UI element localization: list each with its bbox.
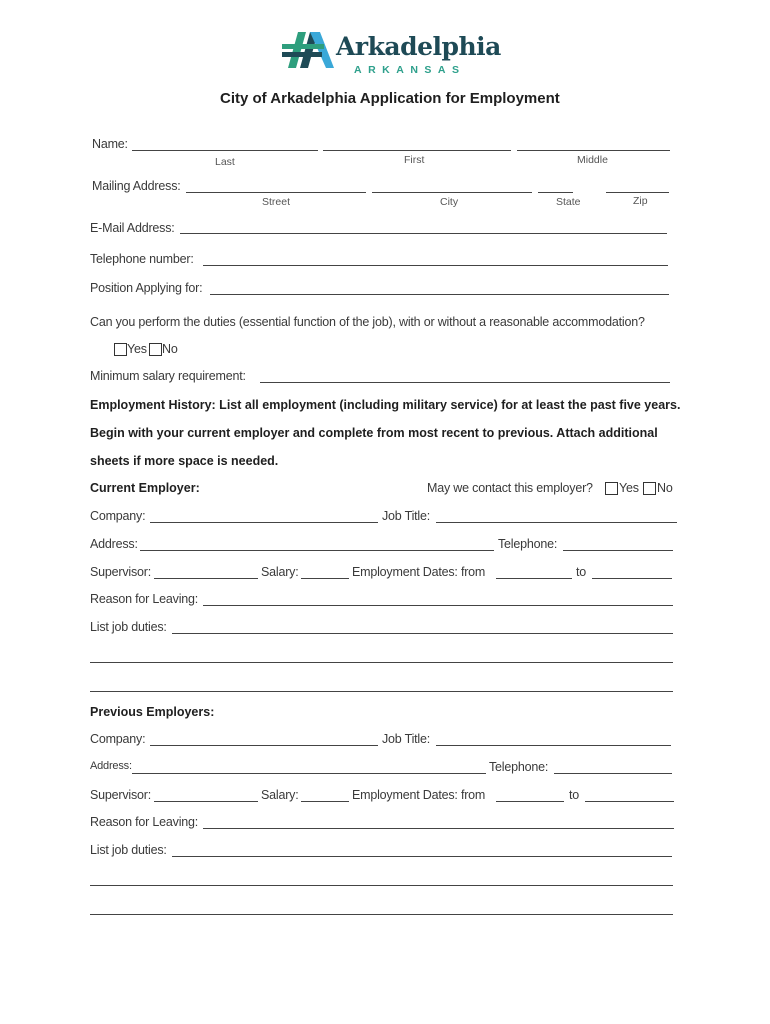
current-company-label: Company: [90, 509, 146, 523]
current-duties-field-2[interactable] [90, 662, 673, 663]
current-supervisor-label: Supervisor: [90, 565, 152, 579]
previous-salary-label: Salary: [261, 788, 299, 802]
current-duties-label: List job duties: [90, 620, 167, 634]
current-job-title-field[interactable] [436, 522, 677, 523]
last-caption: Last [215, 156, 235, 168]
current-reason-field[interactable] [203, 605, 673, 606]
current-telephone-field[interactable] [563, 550, 673, 551]
duties-yes-checkbox[interactable] [114, 343, 127, 356]
previous-salary-field[interactable] [301, 801, 349, 802]
logo-wordmark: Arkadelphia [336, 32, 501, 61]
contact-employer-question: May we contact this employer? [427, 481, 593, 495]
current-dates-to-field[interactable] [592, 578, 672, 579]
previous-company-field[interactable] [150, 745, 378, 746]
logo-state: ARKANSAS [354, 64, 466, 76]
previous-duties-label: List job duties: [90, 843, 167, 857]
current-job-title-label: Job Title: [382, 509, 431, 523]
previous-dates-to-label: to [569, 788, 580, 802]
city-field[interactable] [372, 192, 532, 193]
previous-duties-field-2[interactable] [90, 885, 673, 886]
telephone-field[interactable] [203, 265, 668, 266]
previous-duties-field-3[interactable] [90, 914, 673, 915]
previous-job-title-field[interactable] [436, 745, 671, 746]
previous-telephone-field[interactable] [554, 773, 672, 774]
previous-dates-from-label: Employment Dates: from [352, 788, 486, 802]
current-company-field[interactable] [150, 522, 378, 523]
duties-yes-label: Yes [127, 342, 147, 356]
history-instructions-2: Begin with your current employer and complete from most recent to previous. Attach additional [90, 426, 658, 440]
name-label: Name: [92, 137, 128, 151]
previous-supervisor-label: Supervisor: [90, 788, 152, 802]
street-field[interactable] [186, 192, 366, 193]
current-reason-label: Reason for Leaving: [90, 592, 199, 606]
current-address-field[interactable] [140, 550, 494, 551]
previous-reason-field[interactable] [203, 828, 674, 829]
previous-address-field[interactable] [132, 773, 486, 774]
page-title: City of Arkadelphia Application for Employment [220, 90, 560, 107]
contact-yes-checkbox[interactable] [605, 482, 618, 495]
middle-caption: Middle [577, 154, 608, 166]
previous-address-label: Address: [90, 760, 132, 772]
arkadelphia-logo-mark [280, 30, 336, 70]
first-name-field[interactable] [323, 150, 511, 151]
email-field[interactable] [180, 233, 667, 234]
duties-no-checkbox[interactable] [149, 343, 162, 356]
previous-job-title-label: Job Title: [382, 732, 431, 746]
salary-field[interactable] [260, 382, 670, 383]
position-field[interactable] [210, 294, 669, 295]
previous-employers-heading: Previous Employers: [90, 705, 215, 719]
history-instructions-1: Employment History: List all employment (including military service) for at least the past five years. [90, 398, 681, 412]
previous-supervisor-field[interactable] [154, 801, 258, 802]
state-field[interactable] [538, 192, 573, 193]
current-address-label: Address: [90, 537, 138, 551]
current-telephone-label: Telephone: [498, 537, 558, 551]
current-duties-field-1[interactable] [172, 633, 673, 634]
mailing-address-label: Mailing Address: [92, 179, 181, 193]
contact-no-checkbox[interactable] [643, 482, 656, 495]
zip-caption: Zip [633, 195, 648, 207]
current-supervisor-field[interactable] [154, 578, 258, 579]
first-caption: First [404, 154, 425, 166]
street-caption: Street [262, 196, 291, 208]
last-name-field[interactable] [132, 150, 318, 151]
current-salary-label: Salary: [261, 565, 299, 579]
current-dates-from-field[interactable] [496, 578, 572, 579]
previous-duties-field-1[interactable] [172, 856, 672, 857]
position-label: Position Applying for: [90, 281, 203, 295]
previous-dates-to-field[interactable] [585, 801, 674, 802]
previous-company-label: Company: [90, 732, 146, 746]
current-salary-field[interactable] [301, 578, 349, 579]
current-dates-from-label: Employment Dates: from [352, 565, 486, 579]
state-caption: State [556, 196, 581, 208]
previous-reason-label: Reason for Leaving: [90, 815, 199, 829]
previous-telephone-label: Telephone: [489, 760, 549, 774]
current-employer-heading: Current Employer: [90, 481, 200, 495]
telephone-label: Telephone number: [90, 252, 194, 266]
middle-name-field[interactable] [517, 150, 670, 151]
current-duties-field-3[interactable] [90, 691, 673, 692]
city-caption: City [440, 196, 459, 208]
current-dates-to-label: to [576, 565, 587, 579]
contact-yes-label: Yes [619, 481, 639, 495]
email-label: E-Mail Address: [90, 221, 175, 235]
duties-no-label: No [162, 342, 178, 356]
contact-no-label: No [657, 481, 673, 495]
zip-field[interactable] [606, 192, 669, 193]
duties-question: Can you perform the duties (essential function of the job), with or without a reasonable accommodation? [90, 315, 645, 329]
history-instructions-3: sheets if more space is needed. [90, 454, 279, 468]
previous-dates-from-field[interactable] [496, 801, 564, 802]
salary-label: Minimum salary requirement: [90, 369, 246, 383]
